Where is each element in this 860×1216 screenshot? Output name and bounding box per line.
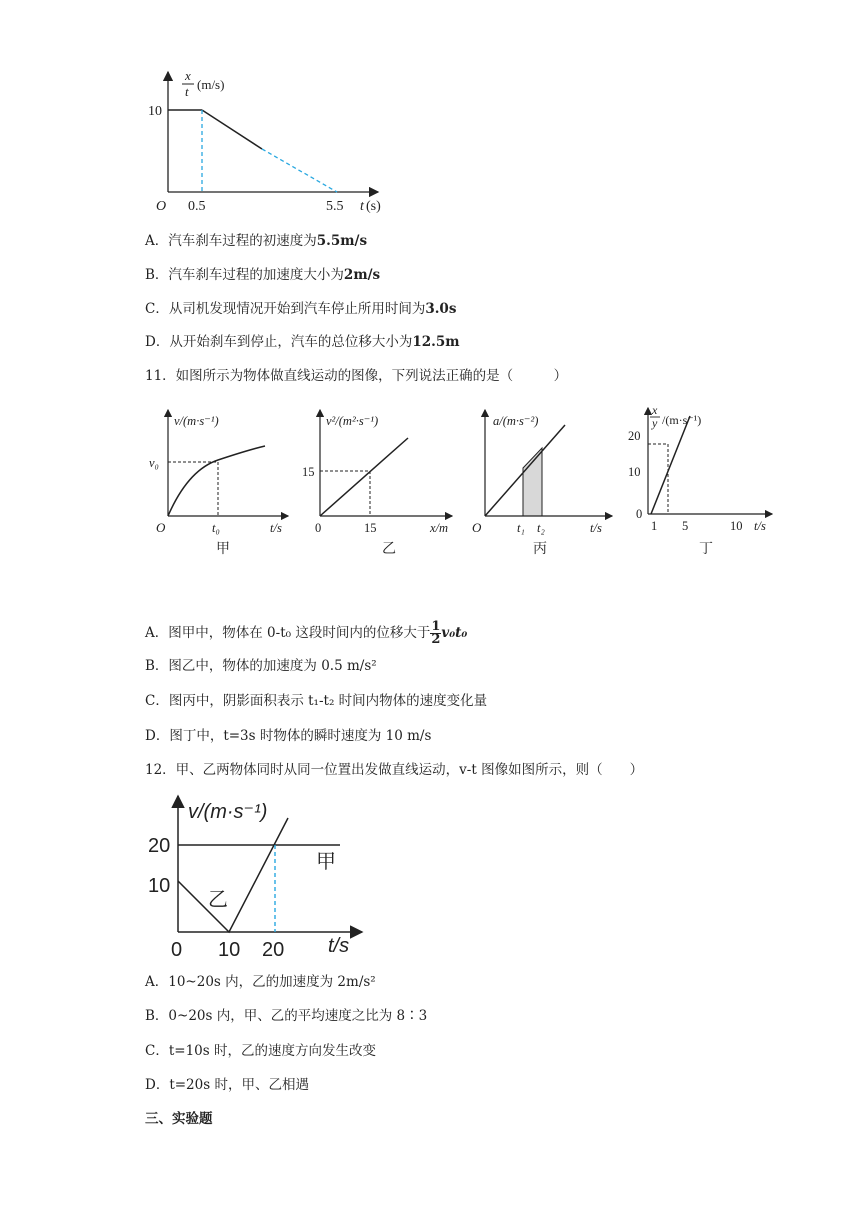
q11-option-a bbox=[145, 620, 467, 646]
q12-label-jia: 甲 bbox=[316, 851, 336, 873]
ding-xlabel: t/s bbox=[754, 519, 766, 533]
option-c-value: 3.0s bbox=[425, 301, 457, 317]
graph-ding bbox=[628, 403, 772, 557]
x-tick-5-5: 5.5 bbox=[326, 199, 344, 214]
option-c-text: C．从司机发现情况开始到汽车停止所用时间为 bbox=[145, 301, 426, 317]
bing-ylabel: a/(m·s⁻²) bbox=[493, 414, 539, 428]
q10-option-c bbox=[145, 300, 456, 318]
option-d-value: 12.5m bbox=[412, 334, 460, 350]
jia-ylabel: v/(m·s⁻¹) bbox=[174, 414, 219, 428]
x-unit: (s) bbox=[366, 199, 381, 214]
fraction-half: $\frac{1}{2}$ bbox=[431, 619, 441, 647]
line-ding bbox=[651, 416, 690, 514]
yi-xlabel: x/m bbox=[430, 521, 449, 535]
option-b-text: B．汽车刹车过程的加速度大小为 bbox=[145, 267, 344, 283]
q12-option-b: B．0~20s 内，甲、乙的平均速度之比为 8∶3 bbox=[145, 1008, 428, 1024]
q12-ylabel: v/(m·s⁻¹) bbox=[188, 801, 268, 823]
bing-origin: O bbox=[472, 520, 482, 535]
q10-option-b bbox=[145, 266, 380, 284]
q10-option-a bbox=[145, 232, 367, 250]
shaded-area bbox=[523, 448, 542, 516]
yi-caption: 乙 bbox=[382, 542, 396, 557]
graph-yi bbox=[302, 410, 452, 557]
ding-ylabel-den: y bbox=[652, 416, 658, 430]
q12-xtick-10: 10 bbox=[218, 939, 241, 961]
bing-xlabel: t/s bbox=[590, 521, 602, 535]
y-label-num: x bbox=[185, 68, 191, 83]
ding-xtick-5: 5 bbox=[682, 519, 689, 533]
q11-a-tail: v₀t₀ bbox=[441, 625, 468, 641]
option-a-text: A．汽车刹车过程的初速度为 bbox=[145, 233, 317, 249]
q12-xtick-20: 20 bbox=[262, 939, 285, 961]
q12-vt-graph bbox=[140, 788, 380, 968]
ding-ylabel-num: x bbox=[652, 403, 658, 417]
curve-jia bbox=[168, 446, 265, 516]
ding-ytick-20: 20 bbox=[628, 429, 641, 443]
q12-stem: 12．甲、乙两物体同时从同一位置出发做直线运动，v-t 图像如图所示，则（ ） bbox=[145, 762, 644, 778]
q12-option-a: A．10~20s 内，乙的加速度为 2m/s² bbox=[145, 974, 376, 990]
y-label-den: t bbox=[185, 84, 189, 99]
yi-origin: 0 bbox=[315, 521, 322, 535]
graph-x-over-t bbox=[140, 62, 400, 222]
q12-option-c: C．t=10s 时，乙的速度方向发生改变 bbox=[145, 1043, 376, 1059]
yi-ylabel: v²/(m²·s⁻¹) bbox=[326, 414, 379, 428]
ding-caption: 丁 bbox=[699, 542, 713, 557]
jia-origin: O bbox=[156, 520, 166, 535]
q11-option-b: B．图乙中，物体的加速度为 0.5 m/s² bbox=[145, 658, 377, 674]
graph-bing bbox=[472, 410, 612, 557]
q12-option-d: D．t=20s 时，甲、乙相遇 bbox=[145, 1077, 309, 1093]
q10-option-d bbox=[145, 333, 460, 351]
x-tick-0-5: 0.5 bbox=[188, 199, 206, 214]
line-yi bbox=[320, 438, 408, 516]
jia-ytick: v₀ bbox=[149, 456, 159, 470]
q12-label-yi: 乙 bbox=[208, 889, 228, 911]
bing-xtick-t1: t₁ bbox=[517, 521, 525, 535]
y-unit: (m/s) bbox=[197, 77, 225, 92]
option-d-text: D．从开始刹车到停止，汽车的总位移大小为 bbox=[145, 334, 413, 350]
section-heading: 三、实验题 bbox=[145, 1111, 213, 1127]
jia-xtick: t₀ bbox=[212, 521, 220, 535]
q11-option-d: D．图丁中，t=3s 时物体的瞬时速度为 10 m/s bbox=[145, 728, 432, 744]
jia-xlabel: t/s bbox=[270, 521, 282, 535]
line-yi bbox=[178, 818, 288, 932]
q11-option-c: C．图丙中，阴影面积表示 t₁-t₂ 时间内物体的速度变化量 bbox=[145, 693, 488, 709]
yi-xtick: 15 bbox=[364, 521, 377, 535]
y-tick-10: 10 bbox=[148, 104, 162, 119]
q12-xtick-0: 0 bbox=[171, 939, 183, 961]
q12-ytick-10: 10 bbox=[148, 875, 171, 897]
segment-decreasing bbox=[202, 110, 262, 149]
q11-graphs bbox=[140, 398, 790, 568]
q12-ytick-20: 20 bbox=[148, 835, 171, 857]
q12-xlabel: t/s bbox=[328, 935, 350, 957]
ding-ytick-10: 10 bbox=[628, 465, 641, 479]
q11-a-text: A．图甲中，物体在 0-t₀ 这段时间内的位移大于 bbox=[145, 625, 431, 641]
option-a-value: 5.5m/s bbox=[316, 233, 368, 249]
graph-jia bbox=[149, 410, 288, 557]
q11-stem: 11．如图所示为物体做直线运动的图像，下列说法正确的是（ ） bbox=[145, 368, 568, 384]
option-b-value: 2m/s bbox=[343, 267, 381, 283]
ding-xtick-10: 10 bbox=[730, 519, 743, 533]
yi-ytick: 15 bbox=[302, 465, 315, 479]
ding-ytick-0: 0 bbox=[636, 507, 643, 521]
extrapolation-dashed bbox=[262, 149, 337, 192]
jia-caption: 甲 bbox=[216, 542, 230, 557]
x-label: t bbox=[360, 199, 364, 214]
bing-caption: 丙 bbox=[533, 542, 547, 557]
ding-xtick-1: 1 bbox=[651, 519, 658, 533]
bing-xtick-t2: t₂ bbox=[537, 521, 545, 535]
origin-label: O bbox=[156, 199, 167, 214]
ding-ylabel-unit: /(m·s⁻¹) bbox=[662, 413, 702, 427]
